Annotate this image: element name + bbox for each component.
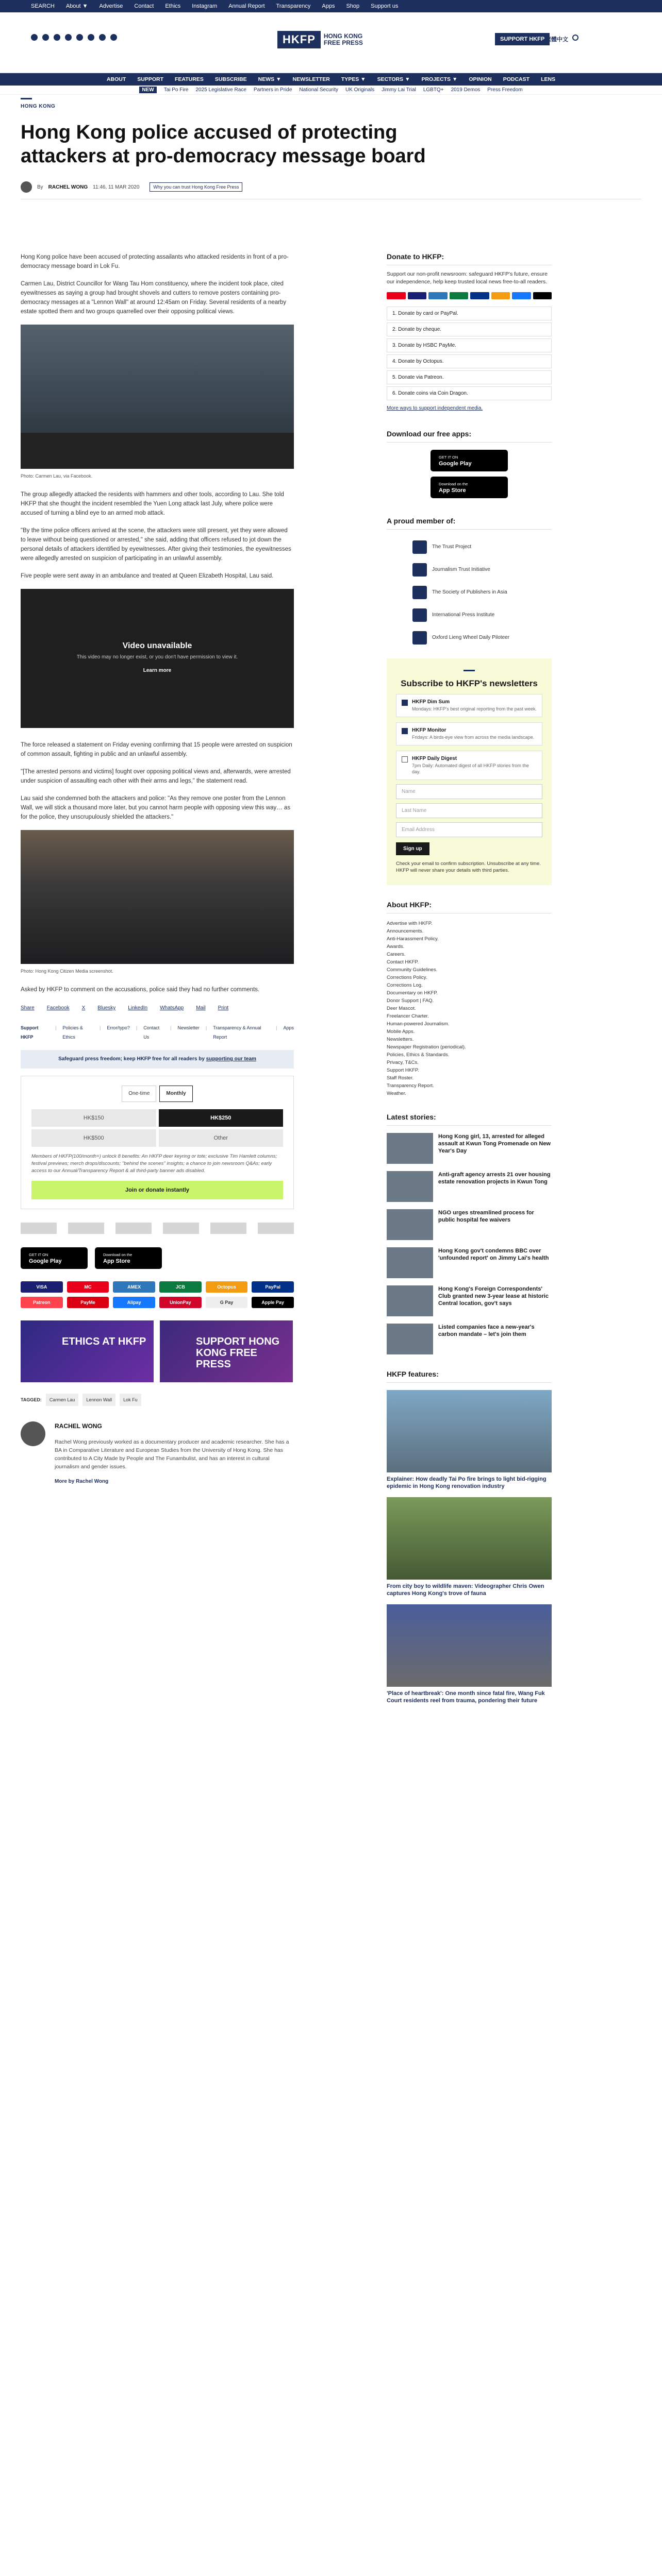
donation-method[interactable]: 1. Donate by card or PayPal. [387, 307, 552, 320]
top-utility-bar [0, 0, 662, 12]
about-link[interactable]: Corrections Policy. [387, 975, 427, 980]
share-linkedin-link[interactable]: LinkedIn [128, 1005, 148, 1011]
more-ways-link[interactable]: More ways to support independent media. [387, 405, 483, 411]
publish-date: 11:46, 11 MAR 2020 [93, 184, 140, 190]
member-item[interactable]: The Society of Publishers in Asia [387, 582, 552, 603]
article-paragraph: The force released a statement on Friday evening confirming that 15 people were arrested on suspicion of common assault, fighting in public and an unlawful assembly. [21, 742, 292, 757]
nav-item[interactable]: FEATURES [175, 76, 204, 82]
member-item[interactable]: Journalism Trust Initiative [387, 560, 552, 580]
latest-heading: Latest stories: [387, 1113, 552, 1126]
payment-methods [21, 1281, 294, 1308]
nav-item[interactable]: SECTORS ▼ [377, 76, 410, 82]
video-embed[interactable] [21, 589, 294, 728]
share-bar [21, 1004, 294, 1013]
trust-link[interactable]: Why you can trust Hong Kong Free Press [150, 182, 242, 192]
amex-logo: AMEX [113, 1281, 155, 1293]
photo-caption: Photo: Carmen Lau, via Facebook. [21, 473, 93, 479]
article-paragraph: Lau said she condemned both the attackers and police: "As they remove one poster from the Lennon Wall, we will stick a thousand more later, but you cannot harm people with opposing view this way… as for the police, they unscrupulously shielded the attackers." [21, 795, 291, 820]
tags-label: TAGGED: [21, 1397, 42, 1402]
byline-prefix: By [37, 184, 43, 190]
ethics-promo[interactable]: ETHICS AT HKFP [21, 1320, 154, 1382]
checkbox[interactable] [402, 700, 408, 706]
article-paragraph: Hong Kong police have been accused of protecting assailants who attacked residents in front of a pro-democracy message board in Lok Fu. [21, 254, 289, 269]
logo-text: HONG KONG FREE PRESS [323, 32, 363, 46]
about-link[interactable]: Deer Mascot. [387, 1006, 416, 1011]
member-logo [412, 563, 427, 577]
member-logo [412, 631, 427, 645]
about-link[interactable]: Policies, Ethics & Standards. [387, 1052, 450, 1058]
card-logos [387, 292, 552, 299]
story-thumbnail [387, 1209, 433, 1240]
about-heading: About HKFP: [387, 901, 552, 913]
story-item[interactable]: Anti-graft agency arrests 21 over housing estate renovation projects in Kwun Tong [387, 1171, 552, 1202]
share-whatsapp-link[interactable]: WhatsApp [160, 1005, 184, 1011]
article-paragraph: Carmen Lau, District Councillor for Wang Tau Hom constituency, where the incident took place, cited eyewitnesses as saying a group had brought shovels and cutters to remove posters containing pro-democracy messages at a "Lennon Wall" at around 12:45am on Friday. Several residents of a nearby estate spotted them and two groups quarrelled over their opposing political views. [21, 281, 287, 315]
transparency-link[interactable]: Transparency [276, 3, 311, 9]
article-title: Hong Kong police accused of protecting attackers at pro-democracy message board [21, 122, 426, 167]
annual-report-link[interactable]: Annual Report [228, 3, 265, 9]
linkedin-icon[interactable] [88, 34, 94, 41]
site-header [0, 12, 662, 73]
article-paragraph: "By the time police officers arrived at the scene, the attackers were still present, yet they were allowed to leave without being questioned or arrested," she said, adding that officers refused to jot down the personal details of attackers identified by eyewitnesses. After giving their testimonies, the eyewitnesses were allegedly arrested on suspicion of participating in an unlawful assembly. [21, 528, 291, 562]
jcb-logo: JCB [159, 1281, 202, 1293]
nav-item[interactable]: PODCAST [503, 76, 530, 82]
checkbox[interactable] [402, 728, 408, 734]
footer-link[interactable]: Contact Us [143, 1025, 160, 1040]
article-paragraph: Five people were sent away in an ambulance and treated at Queen Elizabeth Hospital, Lau said. [21, 573, 274, 579]
card-logo [512, 292, 531, 299]
one-time-option[interactable]: One-time [122, 1086, 156, 1102]
subnav-item[interactable]: 2025 Legislative Race [195, 87, 246, 93]
nav-item[interactable]: OPINION [469, 76, 492, 82]
about-link[interactable]: Documentary on HKFP. [387, 990, 438, 996]
newsletter-accent [464, 670, 475, 671]
member-logo [412, 540, 427, 554]
member-item[interactable]: The Trust Project [387, 537, 552, 557]
instagram-icon[interactable] [54, 34, 60, 41]
logo-mark: HKFP [277, 31, 321, 48]
frequency-toggle [31, 1086, 283, 1102]
author-name[interactable]: RACHEL WONG [48, 184, 88, 190]
tag-list [21, 1394, 294, 1406]
card-logo [533, 292, 552, 299]
article-photo [21, 830, 294, 964]
shop-link[interactable]: Shop [346, 3, 360, 9]
article-footer-links: Support HKFP | Policies & Ethics | Error/typo? | Contact Us | Newsletter | Transparency & Annual Report | Apps [21, 1023, 294, 1042]
main-nav [0, 73, 662, 86]
about-link[interactable]: Staff Roster. [387, 1075, 414, 1081]
name-field[interactable]: Name [396, 784, 542, 799]
member-heading: A proud member of: [387, 517, 552, 530]
feature-image [387, 1497, 552, 1580]
about-link[interactable]: Announcements. [387, 928, 424, 934]
author-photo [21, 1421, 45, 1446]
last-name-field[interactable]: Last Name [396, 803, 542, 818]
category-accent [21, 98, 32, 99]
google-play-badge[interactable]: GET IT ON Google Play [431, 450, 508, 471]
footer-link[interactable]: Error/typo? [107, 1025, 130, 1030]
footer-link[interactable]: Apps [283, 1025, 294, 1030]
footer-link[interactable]: Transparency & Annual Report [213, 1025, 261, 1040]
about-link[interactable]: Weather. [387, 1091, 406, 1096]
member-logo[interactable] [210, 1223, 246, 1234]
about-link[interactable]: Donor Support | FAQ. [387, 998, 434, 1004]
telegram-icon[interactable] [99, 34, 106, 41]
about-link[interactable]: Contact HKFP. [387, 959, 419, 965]
article-body [21, 252, 294, 1486]
paypal-logo: PayPal [252, 1281, 294, 1293]
donate-text: Support our non-profit newsroom: safeguard HKFP's future, ensure our independence, help keep trusted local news free-to-all readers. [387, 271, 548, 285]
about-link[interactable]: Freelancer Charter. [387, 1013, 429, 1019]
tag[interactable]: Lok Fu [120, 1394, 141, 1406]
email-field[interactable]: Email Address [396, 822, 542, 837]
about-link[interactable]: Transparency Report. [387, 1083, 434, 1089]
newsletter-note: Check your email to confirm subscription. Unsubscribe at any time. HKFP will never share your details with third parties. [396, 861, 541, 873]
article-header [21, 98, 641, 199]
feature-item[interactable]: Explainer: How deadly Tai Po fire brings to light bid-rigging epidemic in Hong Kong renovation industry [387, 1390, 552, 1490]
subnav-item[interactable]: Tai Po Fire [163, 87, 189, 93]
author-avatar [21, 181, 32, 193]
member-logo [412, 586, 427, 599]
card-logo [470, 292, 489, 299]
about-link[interactable]: Human-powered Journalism. [387, 1021, 450, 1027]
alipay-logo: Alipay [113, 1297, 155, 1308]
about-link[interactable]: Support HKFP. [387, 1067, 419, 1073]
card-logo [491, 292, 510, 299]
newsletter-option[interactable]: HKFP Daily Digest 7pm Daily: Automated digest of all HKFP stories from the day. [396, 751, 542, 780]
tag[interactable]: Lennon Wall [82, 1394, 115, 1406]
author-bio: Rachel Wong previously worked as a documentary producer and academic researcher. She has a BA in Comparative Literature and European Studies from the University of Hong Kong. She has contributed to A City Made by People and The Funambulist, and has an interest in cultural journalism and gender issues. [55, 1439, 289, 1470]
ipi-logo[interactable] [163, 1223, 199, 1234]
subnav-item[interactable]: 2019 Demos [451, 87, 481, 93]
member-item[interactable]: International Press Institute [387, 605, 552, 625]
membership-benefits: Members of HKFP(100/month+) unlock 8 benefits: An HKFP deer keyring or tote; exclusive Tim Hamlett columns; festival previews; merch drops/discounts; "behind the scenes" insights; a chance to join newsroom Q&As; early access to our Annual/Transparency Report & all third-party banner ads disabled. [31, 1154, 277, 1174]
amount-option[interactable]: HK$250 [159, 1109, 284, 1127]
video-learn-more[interactable]: Learn more [143, 668, 172, 673]
about-link[interactable]: Careers. [387, 952, 406, 957]
donation-method[interactable]: 3. Donate by HSBC PayMe. [387, 338, 552, 352]
subnav-item[interactable]: Partners in Pride [253, 87, 292, 93]
about-link[interactable]: About ▼ [65, 3, 88, 9]
instagram-link[interactable]: Instagram [192, 3, 218, 9]
article-category[interactable]: HONG KONG [21, 104, 56, 109]
author-box [21, 1421, 294, 1486]
amount-option[interactable]: HK$150 [31, 1109, 156, 1127]
feature-image [387, 1390, 552, 1472]
nav-item[interactable]: ABOUT [106, 76, 126, 82]
newsletter-option[interactable]: HKFP Monitor Fridays: A birds-eye view from across the media landscape. [396, 722, 542, 745]
signup-button[interactable]: Sign up [396, 842, 429, 855]
language-link[interactable]: 繁體中文 [545, 37, 568, 43]
sidebar [387, 252, 552, 1704]
social-icons [31, 34, 117, 41]
newsletter-option[interactable]: HKFP Dim Sum Mondays: HKFP's best original reporting from the past week. [396, 694, 542, 717]
apps-link[interactable]: Apps [322, 3, 335, 9]
tag[interactable]: Carmen Lau [46, 1394, 79, 1406]
feature-item[interactable]: From city boy to wildlife maven: Videographer Chris Owen captures Hong Kong's trove of fauna [387, 1497, 552, 1597]
story-item[interactable]: Hong Kong gov't condemns BBC over 'unfounded report' on Jimmy Lai's health [387, 1247, 552, 1278]
subnav-item[interactable]: National Security [299, 87, 338, 93]
advertise-link[interactable]: Advertise [99, 3, 123, 9]
nav-item[interactable]: TYPES ▼ [341, 76, 366, 82]
search-link[interactable]: SEARCH [31, 3, 55, 9]
about-link[interactable]: Community Guidelines. [387, 967, 438, 973]
share-bluesky-link[interactable]: Bluesky [97, 1005, 116, 1011]
card-logo [450, 292, 469, 299]
footer-link[interactable]: Support HKFP [21, 1025, 39, 1040]
google-play-badge[interactable]: GET IT ON Google Play [21, 1247, 88, 1269]
share-link[interactable]: Share [21, 1005, 35, 1011]
support-team-link[interactable]: supporting our team [206, 1056, 256, 1062]
about-list [387, 920, 552, 1097]
facebook-icon[interactable] [31, 34, 38, 41]
search-icon[interactable] [572, 35, 578, 41]
amount-option[interactable]: HK$500 [31, 1129, 156, 1147]
story-thumbnail [387, 1133, 433, 1164]
new-badge: NEW [139, 87, 156, 93]
trust-project-logo[interactable] [21, 1223, 57, 1234]
footer-link[interactable]: Newsletter [177, 1025, 200, 1030]
mastercard-logo: MC [67, 1281, 109, 1293]
member-item[interactable]: Oxford Lieng Wheel Daily Piloteer [387, 628, 552, 648]
donation-method[interactable]: 6. Donate coins via Coin Dragon. [387, 386, 552, 400]
threads-icon[interactable] [65, 34, 72, 41]
nav-item[interactable]: LENS [541, 76, 556, 82]
youtube-icon[interactable] [76, 34, 83, 41]
story-item[interactable]: Hong Kong's Foreign Correspondents' Club granted new 3-year lease at historic Central location, gov't says [387, 1285, 552, 1316]
checkbox[interactable] [402, 756, 408, 762]
x-icon[interactable] [42, 34, 49, 41]
story-thumbnail [387, 1171, 433, 1202]
patreon-logo: Patreon [21, 1297, 63, 1308]
google-pay-logo: G Pay [206, 1297, 248, 1308]
member-list [387, 537, 552, 648]
story-item[interactable]: Listed companies face a new-year's carbon mandate – let's join them [387, 1324, 552, 1354]
apple-pay-logo: Apple Pay [252, 1297, 294, 1308]
app-store-badge[interactable]: Download on the App Store [431, 477, 508, 498]
donation-widget [21, 1076, 294, 1209]
monthly-option[interactable]: Monthly [159, 1086, 192, 1102]
story-item[interactable]: NGO urges streamlined process for public hospital fee waivers [387, 1209, 552, 1240]
support-us-link[interactable]: Support us [371, 3, 399, 9]
donation-method[interactable]: 5. Donate via Patreon. [387, 370, 552, 384]
nav-item[interactable]: NEWS ▼ [258, 76, 282, 82]
story-thumbnail [387, 1247, 433, 1278]
card-logo [408, 292, 427, 299]
donate-heading: Donate to HKFP: [387, 252, 552, 265]
print-link[interactable]: Print [218, 1005, 229, 1011]
article-photo [21, 325, 294, 469]
about-link[interactable]: Advertise with HKFP. [387, 921, 433, 926]
subnav-item[interactable]: LGBTQ+ [423, 87, 444, 93]
about-link[interactable]: Newsletters. [387, 1037, 414, 1042]
donation-methods [387, 307, 552, 400]
story-item[interactable]: Hong Kong girl, 13, arrested for alleged assault at Kwun Tong Promenade on New Year's Day [387, 1133, 552, 1164]
ethics-link[interactable]: Ethics [165, 3, 181, 9]
about-link[interactable]: Privacy, T&Cs. [387, 1060, 419, 1065]
site-logo[interactable] [277, 31, 363, 48]
sidebar-app-badges [387, 450, 552, 498]
join-donate-button[interactable]: Join or donate instantly [31, 1181, 283, 1199]
about-link[interactable]: Mobile Apps. [387, 1029, 415, 1035]
about-link[interactable]: Anti-Harassment Policy. [387, 936, 439, 942]
about-link[interactable]: Awards. [387, 944, 405, 950]
jti-logo[interactable] [68, 1223, 104, 1234]
octopus-logo: Octopus [206, 1281, 248, 1293]
subnav-item[interactable]: Press Freedom [487, 87, 523, 93]
safeguard-banner: Safeguard press freedom; keep HKFP free for all readers by supporting our team [21, 1050, 294, 1069]
article-paragraph: "[The arrested persons and victims] fought over opposing political views and, afterwards, were arrested under suspicion of assaulting each other with their arms and legs," the statement read. [21, 769, 291, 784]
more-by-author-link[interactable]: More by Rachel Wong [55, 1479, 109, 1484]
support-hkfp-button[interactable]: SUPPORT HKFP [495, 33, 550, 45]
feature-list [387, 1390, 552, 1704]
story-thumbnail [387, 1324, 433, 1354]
about-link[interactable]: Newspaper Registration (periodical). [387, 1044, 466, 1050]
subnav-item[interactable]: UK Originals [345, 87, 375, 93]
promo-row [21, 1320, 294, 1382]
donation-method[interactable]: 4. Donate by Octopus. [387, 354, 552, 368]
sopa-logo[interactable] [115, 1223, 152, 1234]
about-link[interactable]: Corrections Log. [387, 982, 423, 988]
latest-stories [387, 1133, 552, 1354]
features-heading: HKFP features: [387, 1370, 552, 1383]
feature-item[interactable]: 'Place of heartbreak': One month since fatal fire, Wang Fuk Court residents reel from trauma, pondering their future [387, 1604, 552, 1704]
feature-image [387, 1604, 552, 1687]
share-facebook-link[interactable]: Facebook [46, 1005, 70, 1011]
donation-method[interactable]: 2. Donate by cheque. [387, 323, 552, 336]
story-thumbnail [387, 1285, 433, 1316]
article-paragraph: The group allegedly attacked the residents with hammers and other tools, according to Lau. She told HKFP that she thought the incident resembled the Yuen Long attack last July, where police were accused of turning a blind eye to an armed mob attack. [21, 492, 284, 516]
apps-heading: Download our free apps: [387, 430, 552, 443]
amount-option[interactable]: Other [159, 1129, 284, 1147]
member-logos-row [21, 1223, 294, 1234]
contact-link[interactable]: Contact [134, 3, 154, 9]
subnav-item[interactable]: Jimmy Lai Trial [382, 87, 416, 93]
newsletter-box [387, 658, 552, 885]
article-paragraph: Asked by HKFP to comment on the accusations, police said they had no further comments. [21, 987, 260, 993]
nav-item[interactable]: SUBSCRIBE [214, 76, 247, 82]
nav-item[interactable]: NEWSLETTER [292, 76, 330, 82]
video-subtitle: This video may no longer exist, or you don't have permission to view it. [76, 654, 238, 660]
sub-nav [0, 86, 662, 95]
share-x-link[interactable]: X [81, 1005, 86, 1011]
amount-options [31, 1109, 283, 1147]
member-logo [412, 608, 427, 622]
byline [21, 181, 641, 193]
nav-item[interactable]: SUPPORT [137, 76, 164, 82]
photo-caption: Photo: Hong Kong Citizen Media screenshot. [21, 969, 113, 974]
nav-item[interactable]: PROJECTS ▼ [421, 76, 458, 82]
rss-icon[interactable] [110, 34, 117, 41]
visa-logo: VISA [21, 1281, 63, 1293]
card-logo [387, 292, 406, 299]
share-mail-link[interactable]: Mail [196, 1005, 206, 1011]
unionpay-logo: UnionPay [159, 1297, 202, 1308]
card-logo [428, 292, 448, 299]
newsletter-title: Subscribe to HKFP's newsletters [401, 679, 538, 688]
author-box-name[interactable]: RACHEL WONG [55, 1422, 102, 1430]
video-title: Video unavailable [122, 641, 192, 650]
footer-link[interactable]: Policies & Ethics [62, 1025, 83, 1040]
payme-logo: PayMe [67, 1297, 109, 1308]
app-badges-row [21, 1247, 294, 1269]
app-store-badge[interactable]: Download on the App Store [95, 1247, 162, 1269]
support-promo[interactable]: SUPPORT HONG KONG FREE PRESS [160, 1320, 293, 1382]
member-logo[interactable] [258, 1223, 294, 1234]
